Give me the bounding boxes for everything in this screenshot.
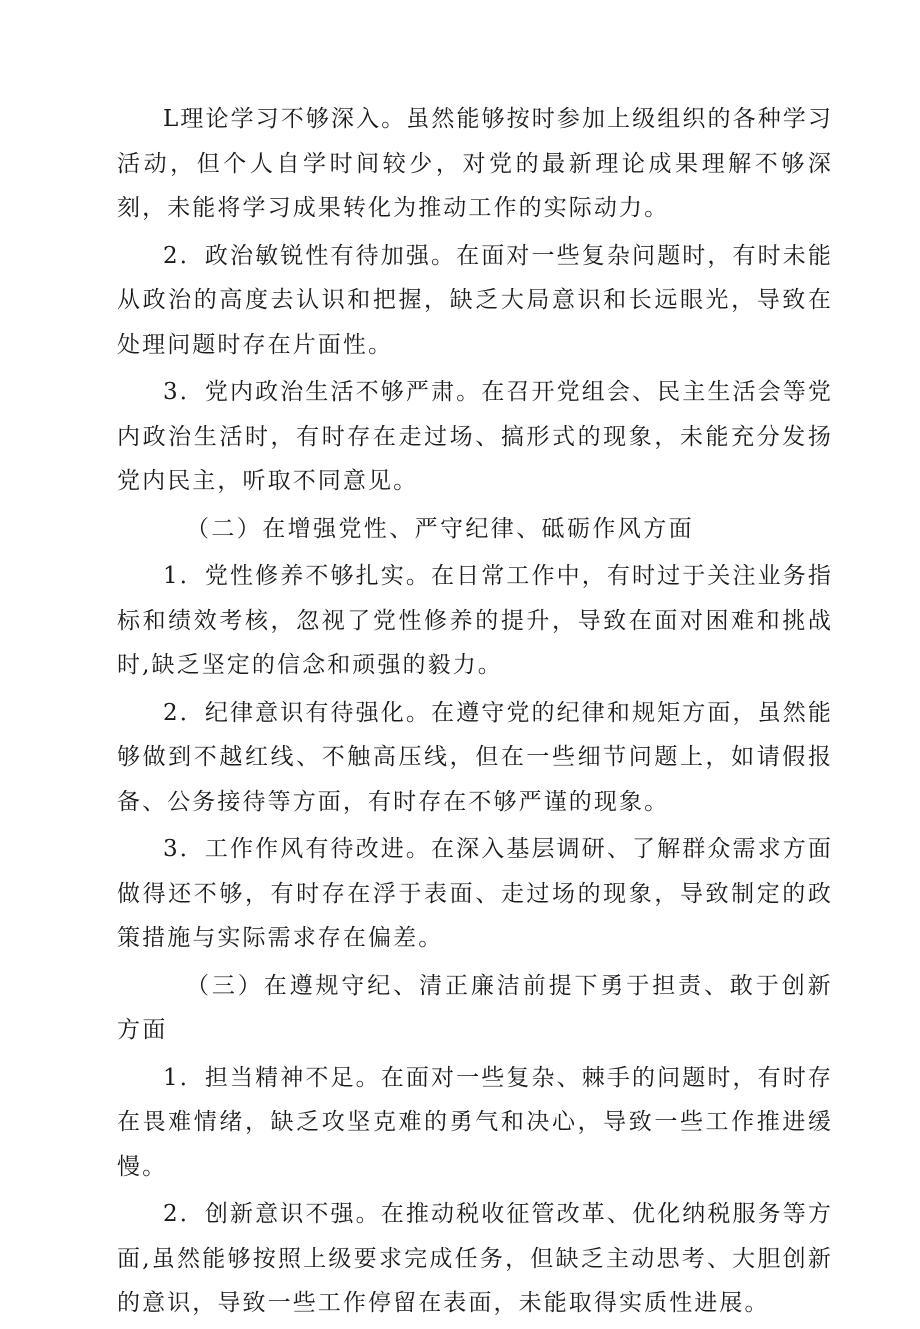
paragraph-party-spirit: 1．党性修养不够扎实。在日常工作中，有时过于关注业务指标和绩效考核，忽视了党性修养的提升，导致在面对困难和挑战时,缺乏坚定的信念和顽强的毅力。 <box>117 563 833 678</box>
paragraph-work-style: 3．工作作风有待改进。在深入基层调研、了解群众需求方面做得还不够，有时存在浮于表面、走过场的现象，导致制定的政策措施与实际需求存在偏差。 <box>117 836 833 951</box>
section-heading-3: （三）在遵规守纪、清正廉洁前提下勇于担责、敢于创新方面 <box>117 972 833 1043</box>
paragraph-theory-study: L理论学习不够深入。虽然能够按时参加上级组织的各种学习活动，但个人自学时间较少，对党的最新理论成果理解不够深刻，未能将学习成果转化为推动工作的实际动力。 <box>117 106 833 221</box>
document-body <box>117 97 833 1329</box>
paragraph-discipline-awareness: 2．纪律意识有待强化。在遵守党的纪律和规矩方面，虽然能够做到不越红线、不触高压线，但在一些细节问题上，如请假报备、公务接待等方面，有时存在不够严谨的现象。 <box>117 699 833 815</box>
paragraph-innovation: 2．创新意识不强。在推动税收征管改革、优化纳税服务等方面,虽然能够按照上级要求完成任务，但缺乏主动思考、大胆创新的意识，导致一些工作停留在表面，未能取得实质性进展。 <box>117 1201 833 1316</box>
paragraph-party-political-life: 3．党内政治生活不够严肃。在召开党组会、民主生活会等党内政治生活时，有时存在走过场、搞形式的现象，未能充分发扬党内民主，听取不同意见。 <box>117 379 833 494</box>
paragraph-political-sensitivity: 2．政治敏锐性有待加强。在面对一些复杂问题时，有时未能从政治的高度去认识和把握，缺乏大局意识和长远眼光，导致在处理问题时存在片面性。 <box>117 242 833 358</box>
paragraph-responsibility: 1．担当精神不足。在面对一些复杂、棘手的问题时，有时存在畏难情绪，缺乏攻坚克难的勇气和决心，导致一些工作推进缓慢。 <box>117 1064 833 1180</box>
section-heading-2: （二）在增强党性、严守纪律、砥砺作风方面 <box>186 515 694 542</box>
